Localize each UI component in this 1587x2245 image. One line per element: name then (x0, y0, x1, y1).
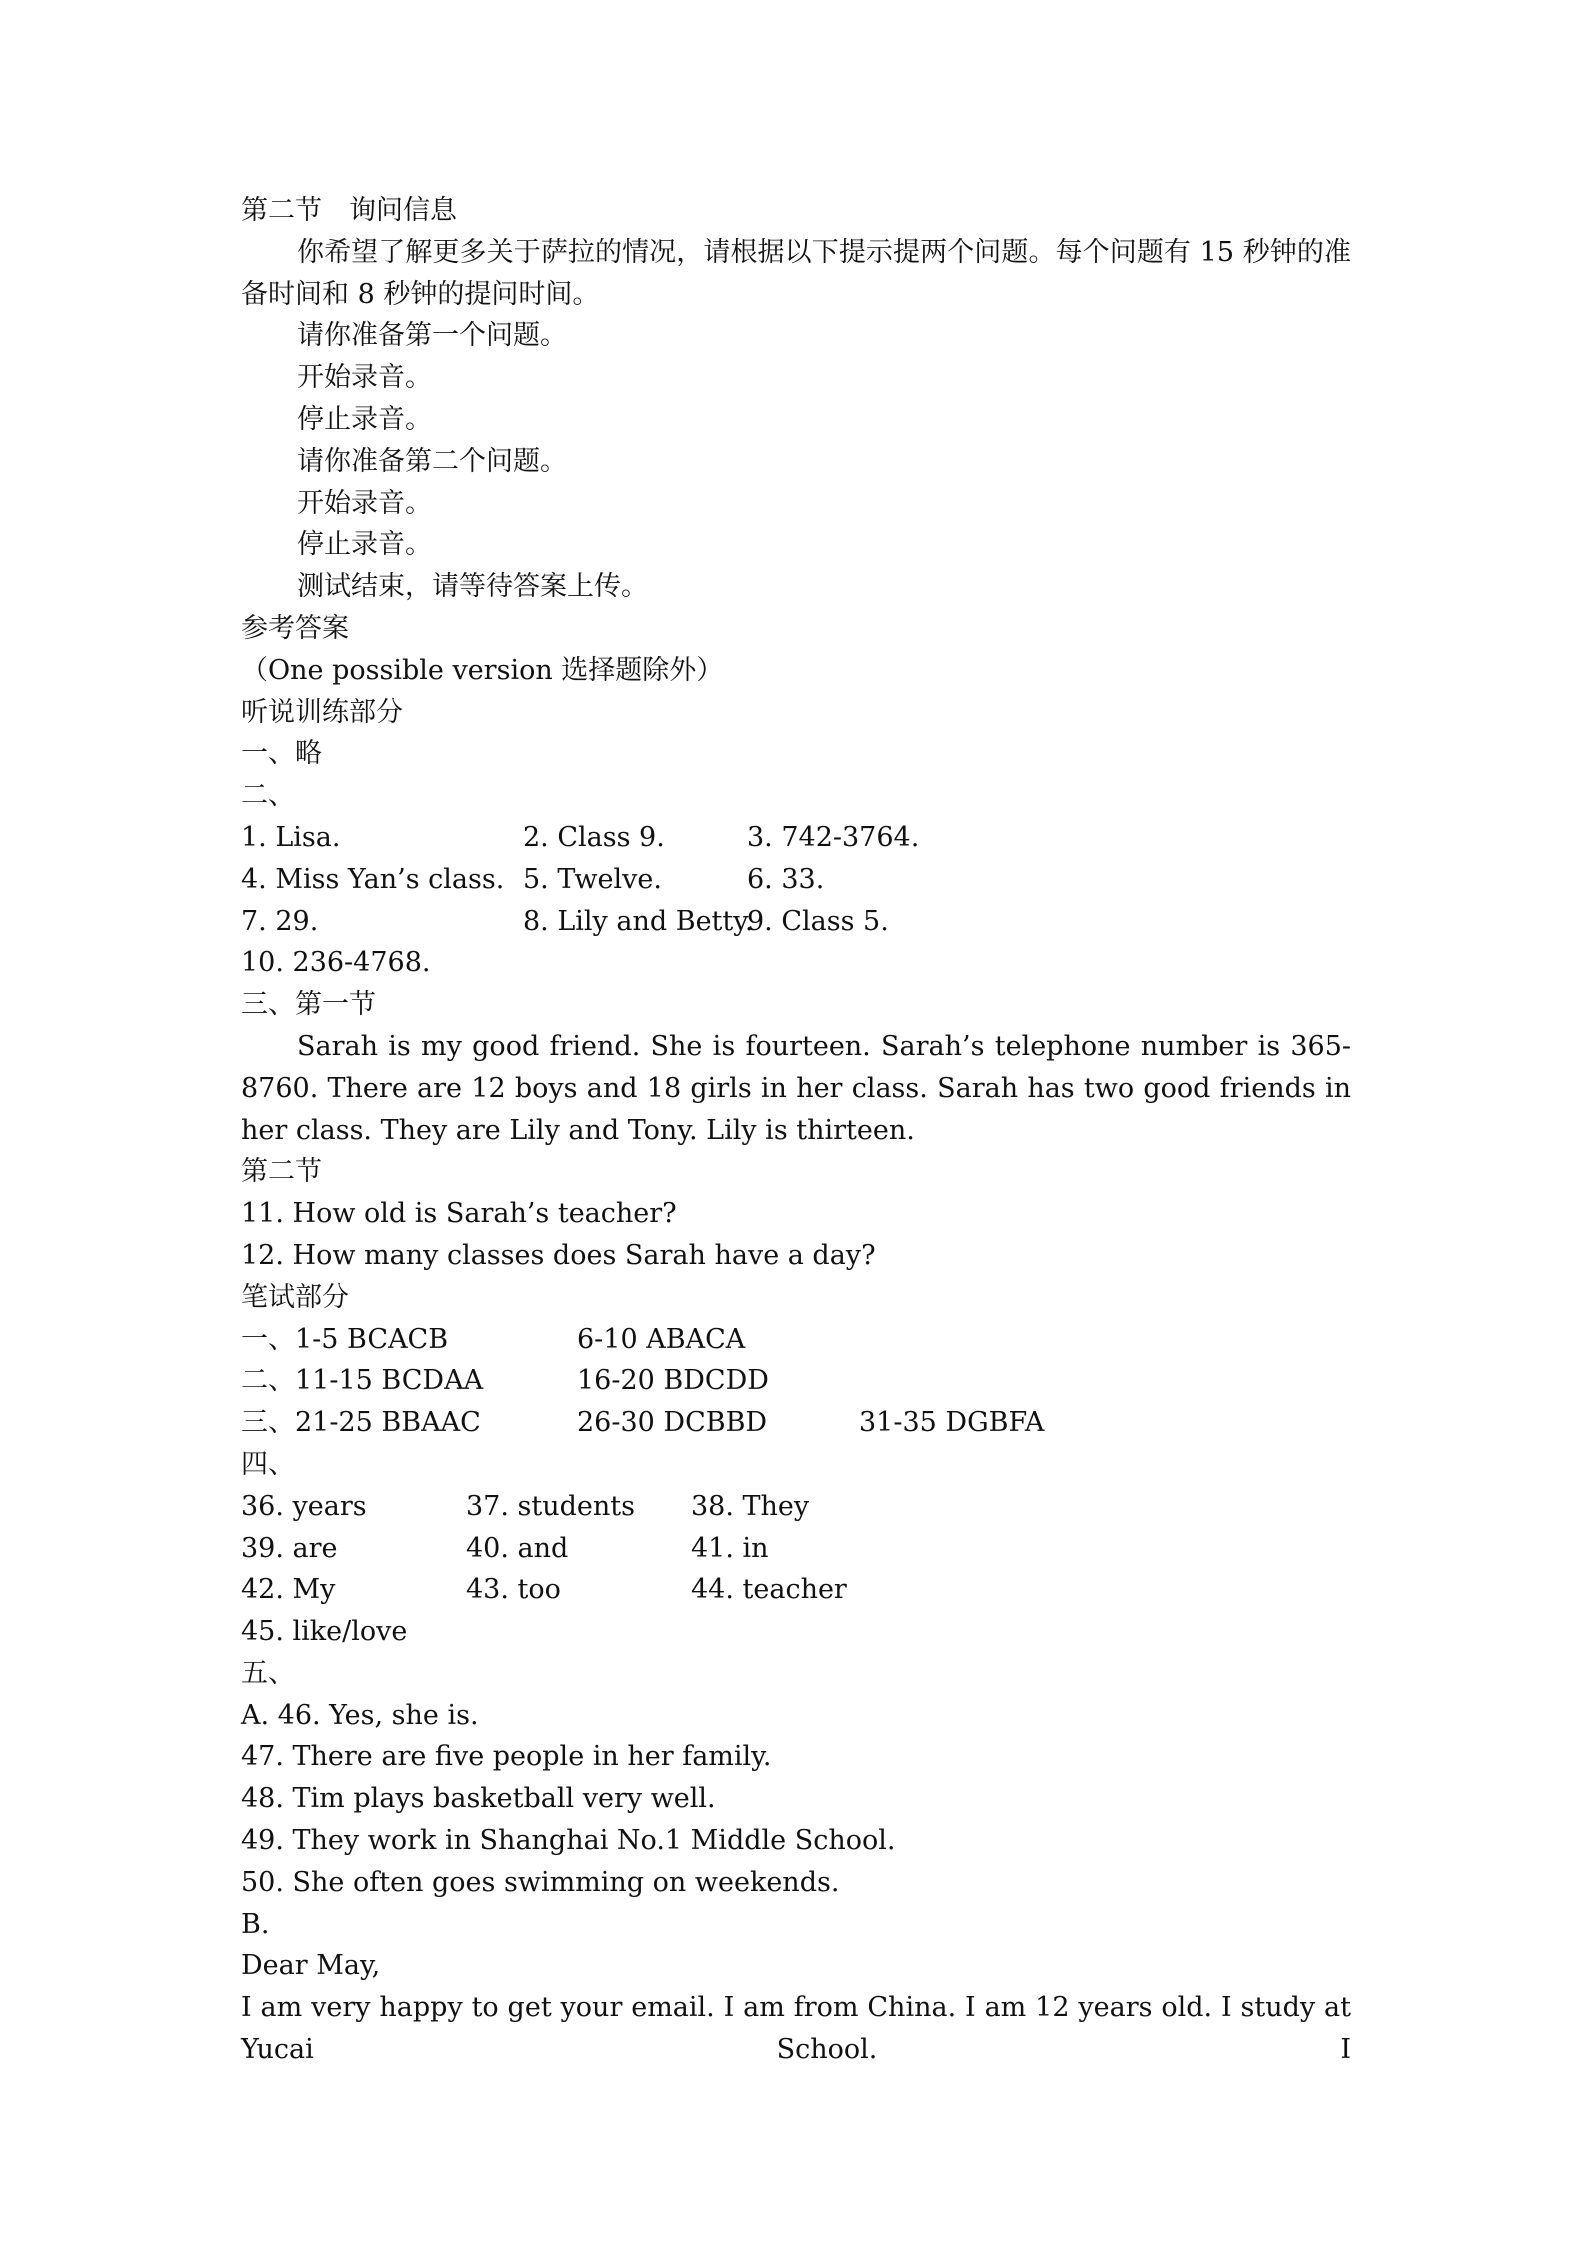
step-line: 停止录音。 (297, 529, 432, 561)
answer-cell: 8. Lily and Betty. (523, 905, 754, 937)
document-page (241, 190, 1351, 2071)
word-cell: 44. teacher (691, 1574, 847, 1606)
sentence-line: 49. They work in Shanghai No.1 Middle School. (241, 1825, 896, 1857)
part3-paragraph: Sarah is my good friend. She is fourteen. Sarah’s telephone number is 365-8760. There are 12 boys and 18 girls in her class. Sarah has two good friends in her class. They are Lily and Tony. Lily is thirteen. (241, 1030, 1351, 1146)
word-cell: 41. in (691, 1532, 769, 1564)
step-line: 请你准备第二个问题。 (297, 445, 567, 477)
answer-cell: 2. Class 9. (523, 821, 665, 853)
answer-cell: 7. 29. (241, 905, 319, 937)
part5-label: 五、 (241, 1657, 295, 1689)
answer-row (241, 901, 1351, 943)
step-line: 停止录音。 (297, 403, 432, 435)
word-cell: 38. They (691, 1490, 810, 1522)
word-line: 45. like/love (241, 1616, 408, 1648)
answer-row (241, 859, 1351, 901)
part2-label: 二、 (241, 780, 295, 812)
mc-row (241, 1319, 1351, 1361)
word-cell: 39. are (241, 1532, 338, 1564)
mc-cell: 26-30 DCBBD (577, 1407, 768, 1439)
part1-label: 一、略 (241, 738, 322, 770)
word-cell: 42. My (241, 1574, 336, 1606)
word-cell: 36. years (241, 1490, 367, 1522)
word-cell: 37. students (466, 1490, 635, 1522)
word-cell: 40. and (466, 1532, 569, 1564)
word-row (241, 1528, 1351, 1570)
sentence-line: 48. Tim plays basketball very well. (241, 1783, 716, 1815)
answer-cell: 1. Lisa. (241, 821, 341, 853)
written-title: 笔试部分 (241, 1281, 349, 1313)
mc-row (241, 1402, 1351, 1444)
mc-cell: 31-35 DGBFA (859, 1407, 1045, 1439)
part3-label: 三、第一节 (241, 989, 376, 1021)
answer-cell: 9. Class 5. (747, 905, 889, 937)
section-heading: 第二节 询问信息 (241, 195, 457, 226)
mc-cell: 16-20 BDCDD (577, 1365, 769, 1397)
part3-section2-label: 第二节 (241, 1156, 322, 1188)
sentence-line: 50. She often goes swimming on weekends. (241, 1866, 840, 1898)
sentence-line: A. 46. Yes, she is. (241, 1699, 479, 1731)
answer-cell: 3. 742-3764. (747, 821, 920, 853)
question-line: 11. How old is Sarah’s teacher? (241, 1198, 677, 1230)
mc-cell: 一、1-5 BCACB (241, 1323, 449, 1355)
part5b-label: B. (241, 1908, 270, 1940)
answers-note: （One possible version 选择题除外） (241, 654, 724, 686)
step-line: 开始录音。 (297, 487, 432, 519)
answer-row (241, 817, 1351, 859)
step-line: 测试结束，请等待答案上传。 (297, 571, 648, 603)
answer-cell: 5. Twelve. (523, 863, 662, 895)
step-line: 请你准备第一个问题。 (297, 320, 567, 352)
letter-line: I am very happy to get your email. I am from China. I am 12 years old. I study at Yucai School. I (241, 1992, 1351, 2066)
answer-cell: 4. Miss Yan’s class. (241, 863, 505, 895)
mc-cell: 6-10 ABACA (577, 1323, 746, 1355)
answer-cell: 6. 33. (747, 863, 825, 895)
letter-greeting: Dear May, (241, 1950, 381, 1982)
instructions-paragraph: 你希望了解更多关于萨拉的情况，请根据以下提示提两个问题。每个问题有 15 秒钟的准备时间和 8 秒钟的提问时间。 (241, 236, 1351, 310)
answers-title: 参考答案 (241, 612, 349, 644)
word-row (241, 1569, 1351, 1611)
mc-cell: 三、21-25 BBAAC (241, 1407, 481, 1439)
listening-title: 听说训练部分 (241, 696, 403, 728)
word-row (241, 1486, 1351, 1528)
answer-line: 10. 236-4768. (241, 947, 431, 979)
sentence-line: 47. There are five people in her family. (241, 1741, 772, 1773)
step-line: 开始录音。 (297, 362, 432, 394)
word-cell: 43. too (466, 1574, 561, 1606)
question-line: 12. How many classes does Sarah have a day? (241, 1239, 876, 1271)
mc-row (241, 1360, 1351, 1402)
part4-label: 四、 (241, 1448, 295, 1480)
mc-cell: 二、11-15 BCDAA (241, 1365, 484, 1397)
